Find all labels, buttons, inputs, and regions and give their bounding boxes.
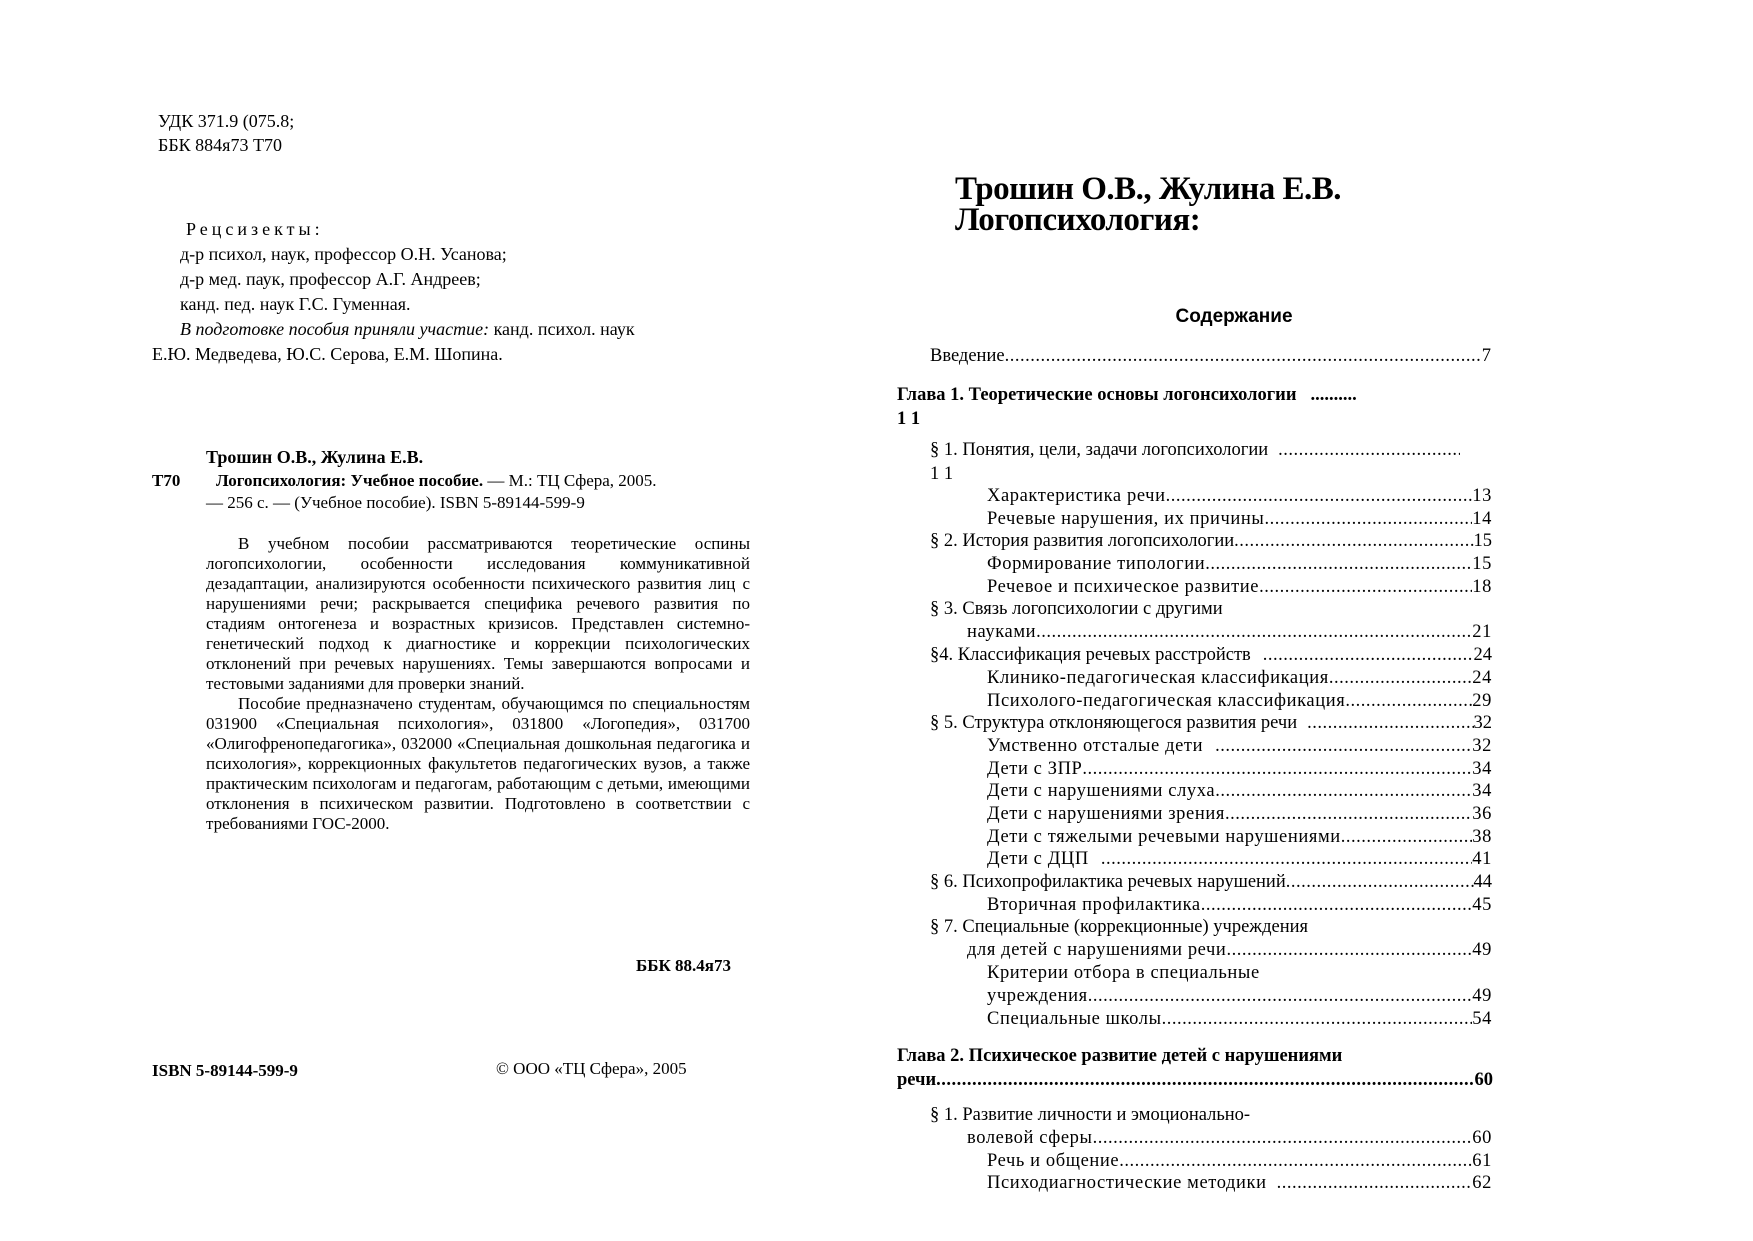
toc-entry-title: §4. Классификация речевых расстройств (930, 645, 1251, 665)
toc-entry-continuation (987, 985, 1492, 1007)
reviewer-line: д-р мед. паук, профессор А.Г. Андреев; (180, 269, 481, 289)
toc-entry-title: Специальные школы (987, 1009, 1162, 1029)
participation-rest: канд. психол. наук (493, 319, 635, 339)
toc-entry-page: 45 (1472, 895, 1492, 915)
toc-entry-page: 41 (1472, 849, 1492, 869)
toc-entry-title: Дети с ДЦП (987, 849, 1089, 869)
toc-entry-page: 15 (1473, 531, 1492, 551)
book-title-authors: Трошин О.В., Жулина Е.В. (955, 171, 1342, 207)
toc-entry-title: учреждения (987, 986, 1088, 1006)
toc-entry-title: Характеристика речи (987, 486, 1166, 506)
toc-entry-page: 60 (1474, 1070, 1493, 1090)
toc-entry-title: Дети с ЗПР (987, 759, 1083, 779)
toc-entry-page: 32 (1473, 713, 1492, 733)
toc-entry-continuation (967, 1127, 1492, 1149)
toc-entry-page: 7 (1481, 346, 1491, 366)
toc-entry-title: Глава 2. Психическое развитие детей с нарушениями (897, 1046, 1343, 1066)
bibliographic-line-2: — 256 с. — (Учебное пособие). ISBN 5-89144-599-9 (206, 493, 585, 512)
toc-entry (987, 758, 1492, 780)
toc-entry-page: 1 1 (930, 464, 954, 484)
toc-entry (987, 1150, 1492, 1172)
toc-entry (930, 871, 1492, 893)
toc-entry-title: § 1. Понятия, цели, задачи логопсихологии (930, 440, 1269, 460)
toc-entry-page: 54 (1472, 1009, 1492, 1029)
left-page (0, 0, 876, 1241)
toc-entry-page: 62 (1472, 1173, 1492, 1193)
toc-entry-page: 34 (1472, 759, 1492, 779)
udk-code: УДК 371.9 (075.8; (158, 111, 295, 131)
toc-entry-title: Речевые нарушения, их причины (987, 509, 1265, 529)
toc-entry-page: 32 (1472, 736, 1492, 756)
toc-entry-title: для детей с нарушениями речи (967, 940, 1227, 960)
toc-entry-page: 61 (1472, 1151, 1492, 1171)
toc-entry-title: § 6. Психопрофилактика речевых нарушений (930, 872, 1286, 892)
participation-label: В подготовке пособия приняли участие: (180, 319, 490, 339)
toc-chapter-page (897, 408, 920, 430)
toc-entry-title: Глава 1. Теоретические основы логонсихологии (897, 385, 1297, 405)
toc-chapter (897, 384, 1457, 406)
toc-entry-title: Дети с тяжелыми речевыми нарушениями (987, 827, 1341, 847)
annotation-paragraph: В учебном пособии рассматриваются теоретические оспины логопсихологии, особенности исследования коммуникативной дезадаптации, анализируются особенности психического развития лиц с нарушениями речи; раскрывается специфика речевого развития по стадиям онтогенеза и возрастных кризисов. Представлен системно-генетический подход к диагностике и коррекции психологических отклонений при речевых нарушениях. Темы завершаются вопросами и тестовыми заданиями для проверки знаний. (206, 534, 750, 693)
toc-entry-title: речи (897, 1070, 937, 1090)
toc-entry-title: § 7. Специальные (коррекционные) учреждения (930, 917, 1309, 937)
reviewers-heading: Рецсизекты: (186, 219, 324, 239)
toc-entry (987, 962, 1260, 984)
annotation-paragraph: Пособие предназначено студентам, обучающимся по специальностям 031900 «Специальная психология», 031800 «Логопедия», 031700 «Олигофренопедагогика», 032000 «Специальная дошкольная педагогика и психология», коррекционных факультетов педагогических вузов, а также практическим психологам и педагогам, работающим с детьми, имеющими отклонения в психическом развитии. Подготовлено в соответствии с требованиями ГОС-2000. (206, 694, 750, 833)
toc-entry (987, 553, 1492, 575)
book-title-name: Логопсихология: (955, 202, 1201, 238)
toc-entry-page: 1 1 (897, 409, 921, 429)
toc-entry (930, 644, 1492, 666)
reviewer-line: канд. пед. наук Г.С. Гуменная. (180, 294, 411, 314)
toc-entry (987, 690, 1492, 712)
toc-entry-title: науками (967, 622, 1037, 642)
toc-entry (987, 576, 1492, 598)
toc-entry (930, 916, 1308, 938)
toc-entry (930, 345, 1491, 367)
toc-entry-page: 18 (1472, 577, 1492, 597)
toc-entry-title: волевой сферы (967, 1128, 1093, 1148)
toc-entry (987, 848, 1492, 870)
authors-heading: Трошин О.В., Жулина Е.В. (206, 447, 424, 467)
bibliographic-imprint: — М.: ТЦ Сфера, 2005. (487, 471, 657, 490)
toc-entry-title: Дети с нарушениями зрения (987, 804, 1225, 824)
toc-entry (930, 439, 1460, 461)
participation-names: Е.Ю. Медведева, Ю.С. Серова, Е.М. Шопина. (152, 344, 503, 364)
toc-entry (987, 508, 1492, 530)
toc-entry-page-line (930, 463, 953, 485)
toc-entry-page: 15 (1472, 554, 1492, 574)
toc-entry-title: Вторичная профилактика (987, 895, 1201, 915)
toc-entry-page: 14 (1472, 509, 1492, 529)
toc-entry (987, 826, 1492, 848)
toc-entry-page: 60 (1472, 1128, 1492, 1148)
bbk-code-top: ББК 884я73 Т70 (158, 135, 282, 155)
toc-entry-page: 34 (1472, 781, 1492, 801)
participation-line (180, 318, 635, 340)
toc-entry-title: § 3. Связь логопсихологии с другими (930, 599, 1223, 619)
toc-entry-continuation (967, 939, 1492, 961)
toc-entry-page: 13 (1472, 486, 1492, 506)
toc-entry-title: § 5. Структура отклоняющегося развития речи (930, 713, 1298, 733)
toc-entry-title: Формирование типологии (987, 554, 1206, 574)
toc-entry-title: Клинико-педагогическая классификация (987, 668, 1329, 688)
toc-entry-title: Речь и общение (987, 1151, 1120, 1171)
bbk-code-bottom: ББК 88.4я73 (636, 956, 732, 975)
toc-entry-title: § 1. Развитие личности и эмоционально- (930, 1105, 1251, 1125)
bibliographic-line-1 (216, 471, 657, 491)
toc-entry-title: Речевое и психическое развитие (987, 577, 1260, 597)
toc-heading: Содержание (1175, 306, 1293, 327)
toc-entry (987, 780, 1492, 802)
toc-dots: .......... (1310, 385, 1357, 405)
toc-entry (987, 735, 1492, 757)
isbn: ISBN 5-89144-599-9 (152, 1061, 298, 1080)
annotation (206, 534, 750, 834)
toc-entry-title: § 2. История развития логопсихологии (930, 531, 1235, 551)
toc-entry (930, 1104, 1250, 1126)
toc-entry-title: Введение (930, 346, 1005, 366)
reviewer-line: д-р психол, наук, профессор О.Н. Усанова; (180, 244, 507, 264)
toc-chapter-continuation (897, 1069, 1493, 1091)
toc-entry-page: 24 (1472, 668, 1492, 688)
toc-entry-title: Критерии отбора в специальные (987, 963, 1260, 983)
toc-entry-title: Психолого-педагогическая классификация (987, 691, 1346, 711)
toc-entry (930, 712, 1492, 734)
toc-entry-title: Умственно отсталые дети (987, 736, 1204, 756)
toc-entry-page: 38 (1472, 827, 1492, 847)
toc-entry-continuation (967, 621, 1492, 643)
toc-entry (987, 1008, 1492, 1030)
bibliographic-title: Логопсихология: Учебное пособие. (216, 471, 484, 490)
toc-entry (987, 803, 1492, 825)
toc-entry (987, 1172, 1492, 1194)
toc-entry-page: 49 (1472, 940, 1492, 960)
toc-entry-page: 49 (1472, 986, 1492, 1006)
toc-entry-title: Дети с нарушениями слуха (987, 781, 1216, 801)
library-code: Т70 (152, 471, 181, 490)
toc-entry (930, 530, 1492, 552)
toc-entry-title: Психодиагностические методики (987, 1173, 1267, 1193)
toc-entry (987, 485, 1492, 507)
toc-entry-page: 21 (1472, 622, 1492, 642)
toc-entry-page: 24 (1473, 645, 1492, 665)
toc-entry-page: 36 (1472, 804, 1492, 824)
copyright: © ООО «ТЦ Сфера», 2005 (496, 1059, 687, 1078)
toc-entry-page: 44 (1473, 872, 1492, 892)
toc-entry (930, 598, 1223, 620)
book-title (955, 171, 1342, 238)
toc-chapter (897, 1045, 1342, 1067)
toc-entry (987, 667, 1492, 689)
toc-entry-page: 29 (1472, 691, 1492, 711)
toc-entry (987, 894, 1492, 916)
